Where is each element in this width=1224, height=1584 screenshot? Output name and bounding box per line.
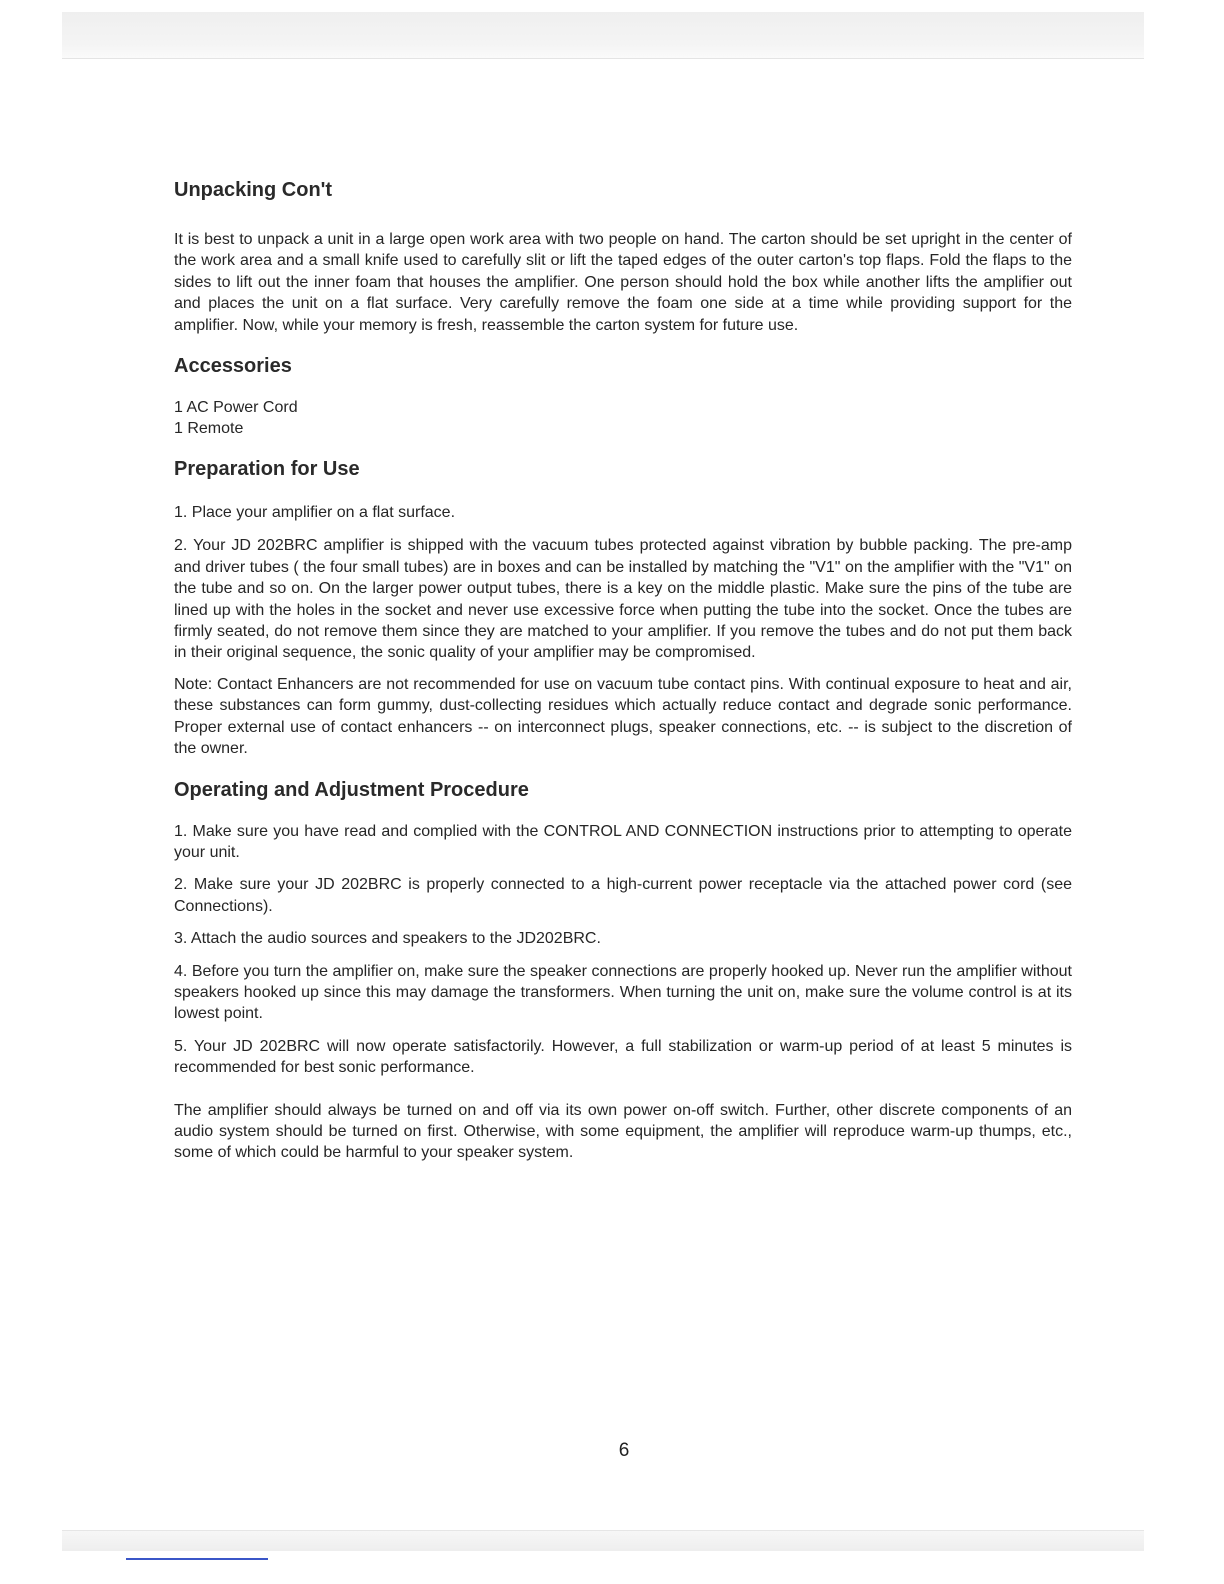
unpacking-heading: Unpacking Con't (174, 179, 333, 201)
accessory-item: 1 AC Power Cord (174, 399, 298, 417)
scan-edge-line (126, 1558, 268, 1560)
accessories-heading: Accessories (174, 355, 292, 378)
operating-step-2: 2. Make sure your JD 202BRC is properly connected to a high-current power receptacle via the attached power cord (see Connections). (174, 876, 1072, 915)
accessory-item: 1 Remote (174, 420, 244, 438)
preparation-note: Note: Contact Enhancers are not recommended for use on vacuum tube contact pins. With continual exposure to heat and air, these substances can form gummy, dust-collecting residues which actually reduce contact and degrade sonic performance. Proper external use of contact enhancers -- on interconnect plugs, speaker connections, etc. -- is subject to the discretion of the owner. (174, 675, 1072, 758)
operating-step-4: 4. Before you turn the amplifier on, make sure the speaker connections are properly hooked up. Never run the amplifier without speakers hooked up since this may damage the transformers. When turning the unit on, make sure the volume control is at its lowest point. (174, 962, 1072, 1023)
unpacking-body: It is best to unpack a unit in a large open work area with two people on hand. The carton should be set upright in the center of the work area and a small knife used to carefully slit or lift the taped edges of the outer carton's top flaps. Fold the flaps to the sides to lift out the inner foam that houses the amplifier. One person should hold the box while another lifts the amplifier out and places the unit on a flat surface. Very carefully remove the foam one side at a time while providing support for the amplifier. Now, while your memory is fresh, reassemble the carton system for future use. (174, 231, 1072, 334)
operating-closing-note: The amplifier should always be turned on and off via its own power on-off switch. Further, other discrete components of an audio system should be turned on first. Otherwise, with some equipment, the amplifier will reproduce warm-up thumps, etc., some of which could be harmful to your speaker system. (174, 1101, 1072, 1162)
scan-bottom-band (62, 1530, 1144, 1551)
accessories-list (174, 397, 1072, 439)
page-content (174, 176, 1072, 1164)
operating-step-1: 1. Make sure you have read and complied with the CONTROL AND CONNECTION instructions prior to attempting to operate your unit. (174, 822, 1072, 861)
operating-heading: Operating and Adjustment Procedure (174, 778, 529, 801)
preparation-heading: Preparation for Use (174, 458, 360, 481)
operating-step-3: 3. Attach the audio sources and speakers to the JD202BRC. (174, 930, 601, 948)
operating-step-5: 5. Your JD 202BRC will now operate satisfactorily. However, a full stabilization or warm-up period of at least 5 minutes is recommended for best sonic performance. (174, 1037, 1072, 1077)
page-number: 6 (618, 1440, 630, 1461)
preparation-step-2: 2. Your JD 202BRC amplifier is shipped with the vacuum tubes protected against vibration by bubble packing. The pre-amp and driver tubes ( the four small tubes) are in boxes and can be installed by matching the "V1" on the amplifier with the "V1" on the tube and so on. On the larger power output tubes, there is a key on the middle plastic. Make sure the pins of the tube are lined up with the holes in the socket and never use excessive force when putting the tube into the socket. Once the tubes are firmly seated, do not remove them since they are matched to your amplifier. If you remove the tubes and do not put them back in their original sequence, the sonic quality of your amplifier may be compromised. (174, 537, 1072, 662)
preparation-step-1: 1. Place your amplifier on a flat surface. (174, 504, 456, 522)
scan-top-band (62, 12, 1144, 59)
